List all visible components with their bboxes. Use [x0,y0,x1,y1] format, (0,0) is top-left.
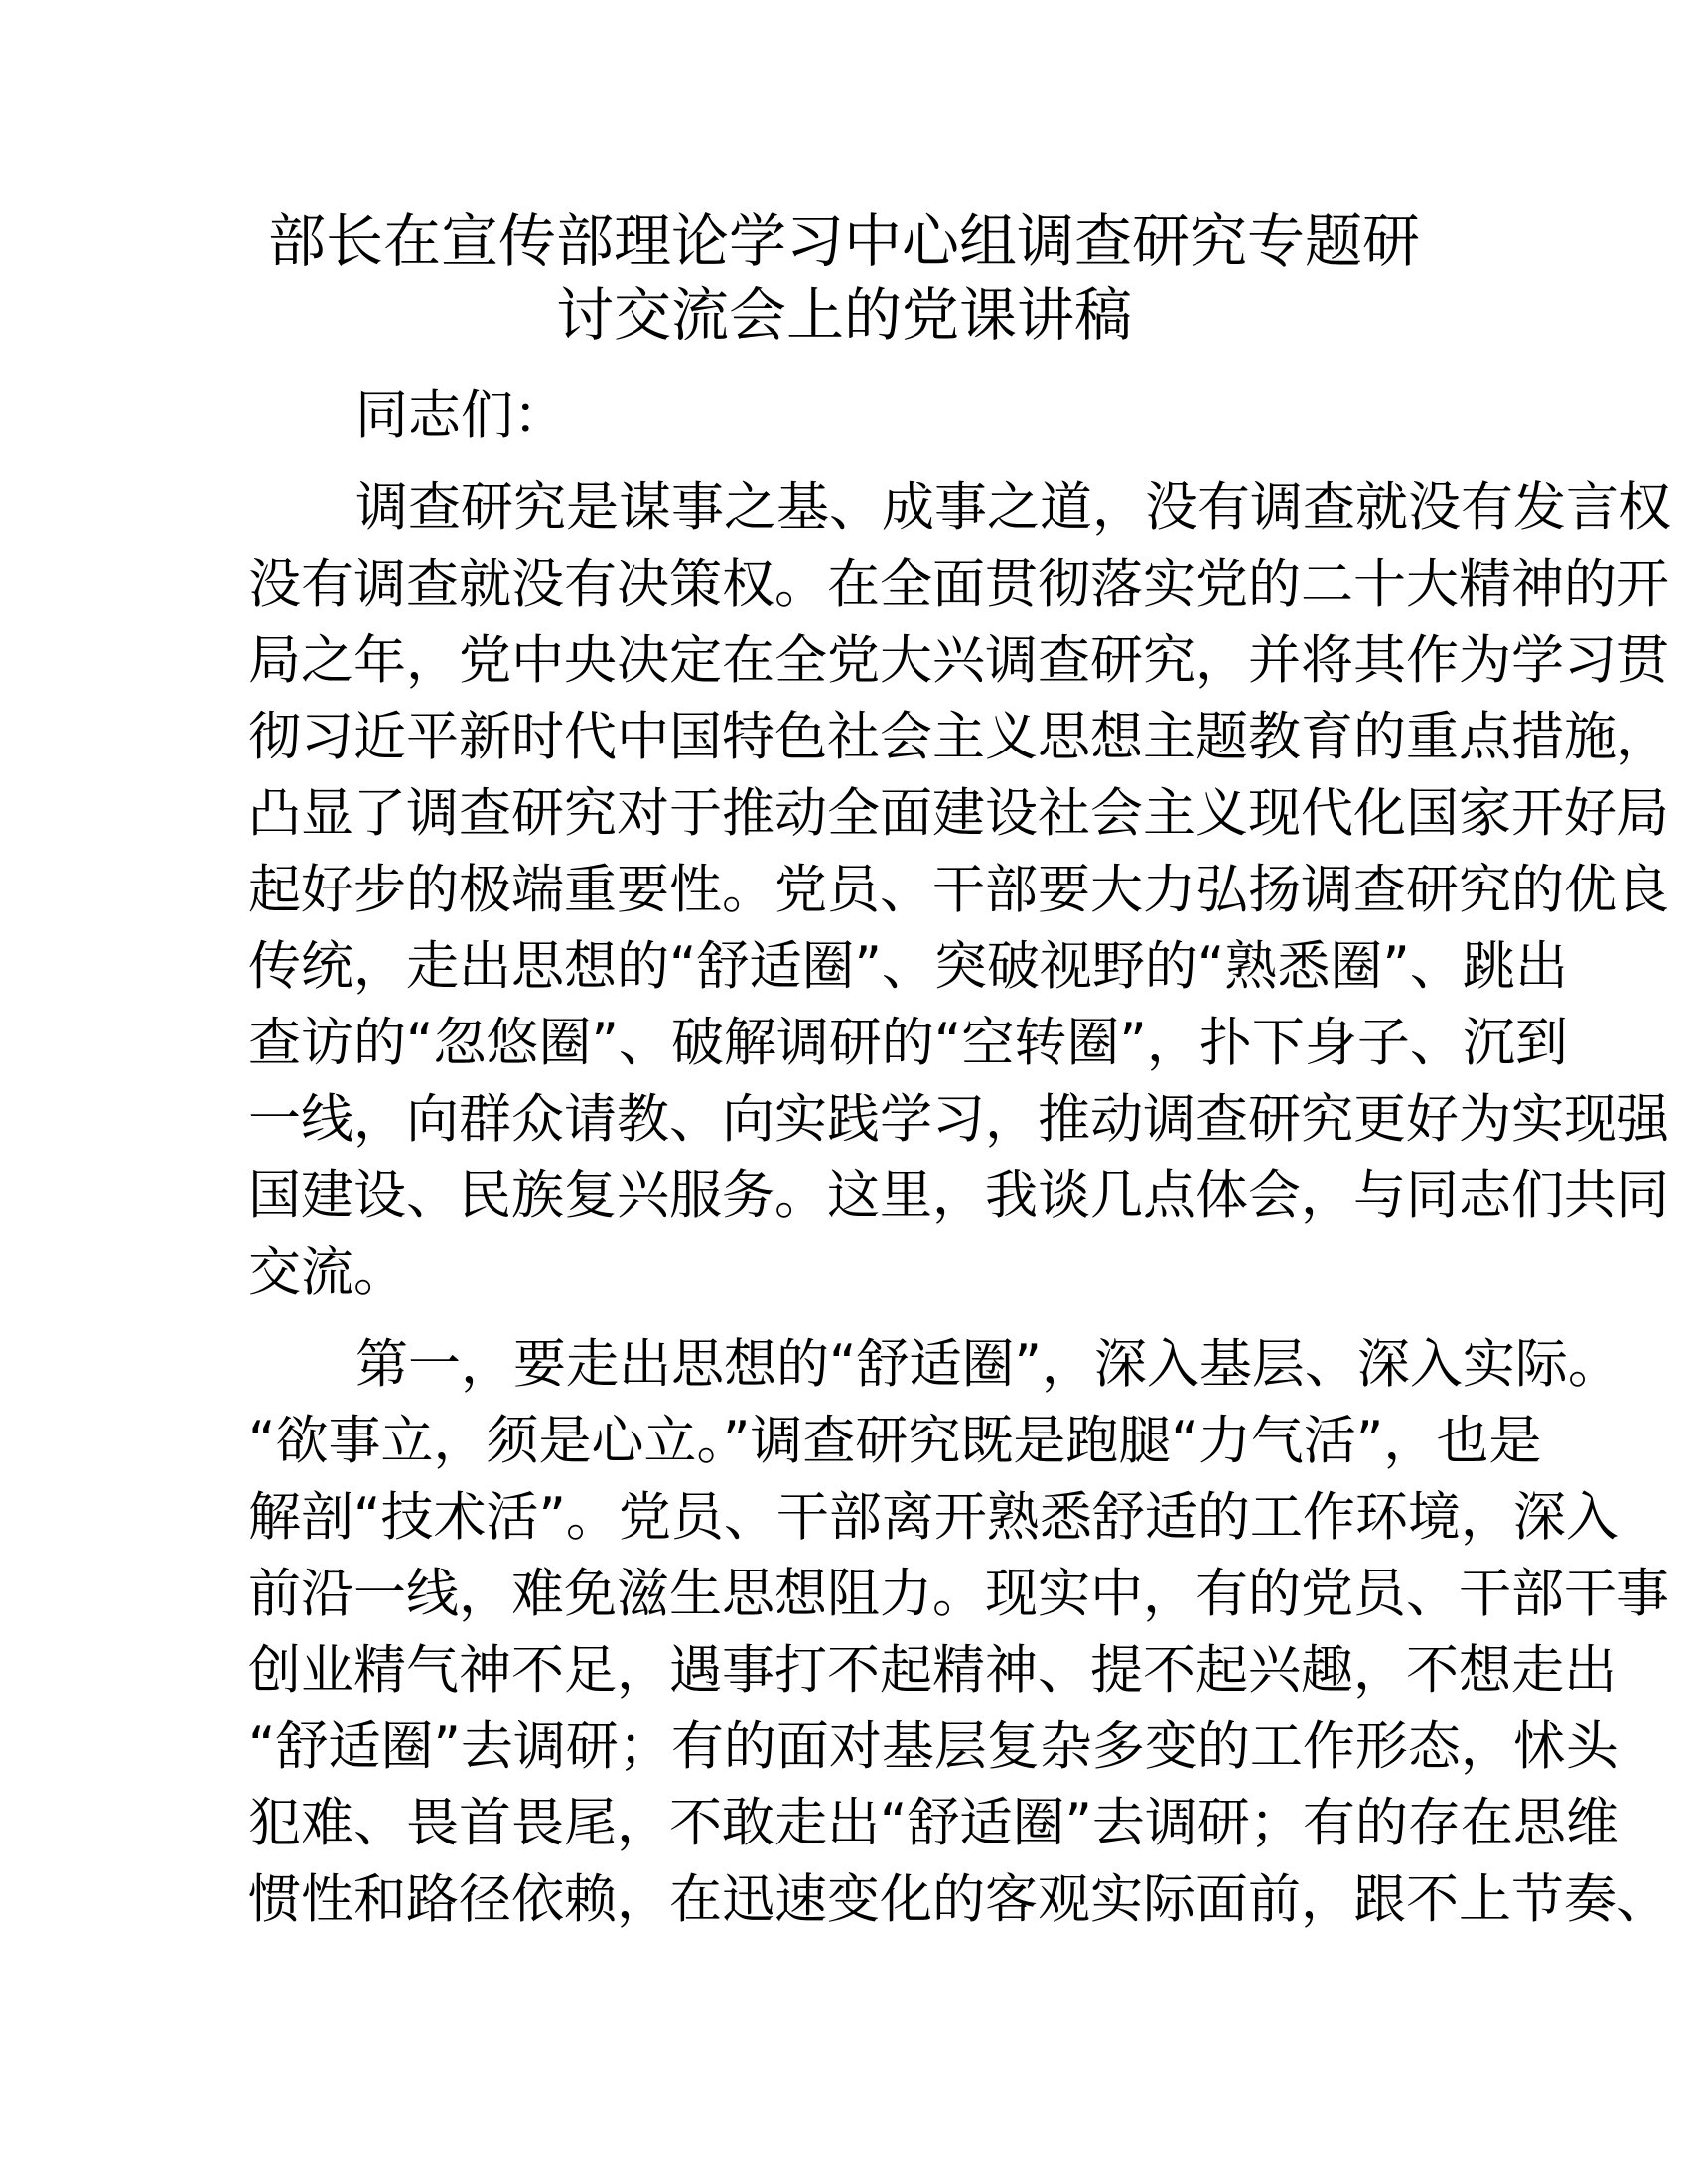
text-line: 彻习近平新时代中国特色社会主义思想主题教育的重点措施， [248,707,1669,767]
text-line: 解剖“技术活”。党员、干部离开熟悉舒适的工作环境，深入 [248,1487,1618,1548]
text-line: 国建设、民族复兴服务。这里，我谈几点体会，与同志们共同 [248,1165,1669,1226]
text-line: 第一，要走出思想的“舒适圈”，深入基层、深入实际。 [355,1334,1620,1395]
text-line: “欲事立，须是心立。”调查研究既是跑腿“力气活”，也是 [248,1411,1542,1471]
body-paragraph [248,1326,1669,1938]
text-line: 传统，走出思想的“舒适圈”、突破视野的“熟悉圈”、跳出 [248,936,1568,997]
greeting: 同志们： [355,385,566,446]
title-line: 部长在宣传部理论学习中心组调查研究专题研 [267,207,1420,275]
document-title [228,205,1460,351]
text-line: “舒适圈”去调研；有的面对基层复杂多变的工作形态，怵头 [248,1716,1618,1777]
text-line: 交流。 [248,1242,406,1302]
text-line: 没有调查就没有决策权。在全面贯彻落实党的二十大精神的开 [248,554,1669,614]
text-line: 查访的“忽悠圈”、破解调研的“空转圈”，扑下身子、沉到 [248,1013,1568,1073]
text-line: 一线，向群众请教、向实践学习，推动调查研究更好为实现强 [248,1089,1669,1150]
title-line: 讨交流会上的党课讲稿 [555,281,1132,348]
text-line: 凸显了调查研究对于推动全面建设社会主义现代化国家开好局 [248,783,1669,844]
text-line: 局之年，党中央决定在全党大兴调查研究，并将其作为学习贯 [248,630,1669,691]
text-line: 起好步的极端重要性。党员、干部要大力弘扬调查研究的优良 [248,860,1669,920]
greeting-paragraph [248,377,1427,454]
text-line: 创业精气神不足，遇事打不起精神、提不起兴趣，不想走出 [248,1640,1617,1701]
text-line: 调查研究是谋事之基、成事之道，没有调查就没有发言权 [355,478,1671,538]
document-body [248,377,1671,1954]
text-line: 前沿一线，难免滋生思想阻力。现实中，有的党员、干部干事 [248,1564,1669,1624]
body-paragraph [248,470,1671,1310]
text-line: 惯性和路径依赖，在迅速变化的客观实际面前，跟不上节奏、 [248,1869,1669,1930]
text-line: 犯难、畏首畏尾，不敢走出“舒适圈”去调研；有的存在思维 [248,1793,1618,1853]
